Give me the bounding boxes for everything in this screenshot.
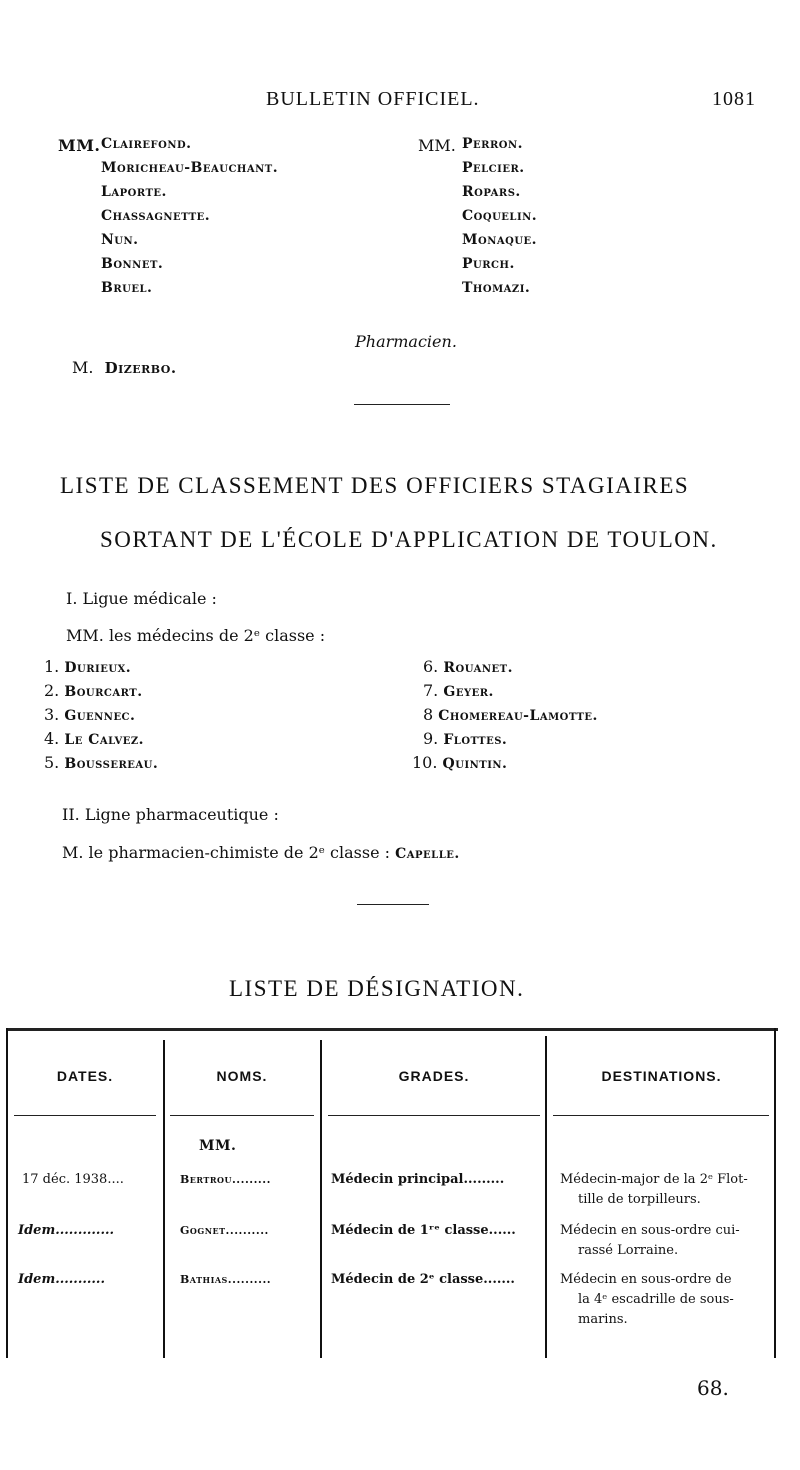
divider <box>357 904 429 905</box>
rank-name: Flottes. <box>443 732 508 748</box>
column-divider <box>545 1036 547 1358</box>
list-item: Purch. <box>462 256 515 272</box>
row-nom: Bathias.......... <box>180 1273 272 1286</box>
header-underline <box>170 1115 314 1116</box>
table-left-border <box>6 1028 8 1358</box>
list-item <box>423 657 513 676</box>
mm-prefix: MM. <box>418 136 456 155</box>
rank-num: 6. <box>423 657 439 676</box>
header-underline <box>328 1115 540 1116</box>
row-date: 17 déc. 1938.... <box>22 1172 124 1187</box>
row-date: Idem........... <box>18 1272 105 1287</box>
designation-title: LISTE DE DÉSIGNATION. <box>229 976 525 1001</box>
list-item: Perron. <box>462 136 523 152</box>
classement-title-line2: SORTANT DE L'ÉCOLE D'APPLICATION DE TOULON. <box>100 527 718 552</box>
mm-prefix: MM. <box>58 136 101 155</box>
mm-label: MM. <box>199 1138 237 1154</box>
row-grade: Médecin de 2ᵉ classe....... <box>331 1272 515 1287</box>
list-item: Thomazi. <box>462 280 531 296</box>
list-item <box>423 729 507 748</box>
list-item: Chassagnette. <box>101 208 211 224</box>
rank-num: 3. <box>44 705 60 724</box>
rank-name: Geyer. <box>443 684 494 700</box>
column-divider <box>320 1040 322 1358</box>
list-item: Laporte. <box>101 184 167 200</box>
pharmacien-entry <box>72 358 177 377</box>
pharmacien-heading: Pharmacien. <box>355 332 457 351</box>
running-title: BULLETIN OFFICIEL. <box>266 88 480 110</box>
row-date: Idem............. <box>18 1223 115 1238</box>
row-grade: Médecin principal......... <box>331 1172 505 1187</box>
row-nom: Gognet.......... <box>180 1224 269 1237</box>
dest-line: Médecin en sous-ordre cui- <box>560 1223 740 1238</box>
page-number: 1081 <box>712 88 756 110</box>
list-item: Ropars. <box>462 184 521 200</box>
list-item <box>44 705 135 724</box>
row-nom: Bertrou......... <box>180 1173 271 1186</box>
rank-name: Guennec. <box>64 708 136 724</box>
m-prefix: M. <box>72 358 94 377</box>
list-item <box>44 753 158 772</box>
rank-name: Bourcart. <box>64 684 143 700</box>
list-item: Bruel. <box>101 280 153 296</box>
rank-name: Boussereau. <box>64 756 159 772</box>
row-grade: Médecin de 1ʳᵉ classe...... <box>331 1223 516 1238</box>
row-destination <box>560 1221 770 1261</box>
rank-name: Durieux. <box>64 660 132 676</box>
list-item <box>44 657 131 676</box>
classement-title-line1: LISTE DE CLASSEMENT DES OFFICIERS STAGIAIRES <box>60 473 690 498</box>
rank-num: 7. <box>423 681 439 700</box>
dest-line: Médecin-major de la 2ᵉ Flot- <box>560 1172 748 1187</box>
list-item <box>423 681 494 700</box>
header-noms: NOMS. <box>216 1068 268 1084</box>
rank-name: Chomereau-Lamotte. <box>438 708 598 724</box>
list-item: Monaque. <box>462 232 538 248</box>
rank-num: 5. <box>44 753 60 772</box>
pharmacien-chimiste-name: Capelle. <box>395 846 460 862</box>
row-destination <box>560 1170 770 1210</box>
ligne-pharmaceutique: II. Ligne pharmaceutique : <box>62 805 279 824</box>
dest-line: rassé Lorraine. <box>578 1243 679 1258</box>
rank-name: Rouanet. <box>443 660 513 676</box>
rank-name: Quintin. <box>442 756 508 772</box>
header-underline <box>14 1115 156 1116</box>
pharmacien-chimiste-line <box>62 843 460 862</box>
divider <box>354 404 450 405</box>
header-dates: DATES. <box>56 1068 114 1084</box>
pharmacien-name: Dizerbo. <box>104 359 177 377</box>
rank-num: 1. <box>44 657 60 676</box>
medecins-line: MM. les médecins de 2ᵉ classe : <box>66 626 326 645</box>
pharmacien-chimiste-text: M. le pharmacien-chimiste de 2ᵉ classe : <box>62 843 391 862</box>
rank-num: 9. <box>423 729 439 748</box>
rank-num: 4. <box>44 729 60 748</box>
column-divider <box>163 1040 165 1358</box>
list-item: Nun. <box>101 232 139 248</box>
rank-num: 8 <box>423 705 434 724</box>
table-top-border <box>6 1028 778 1031</box>
rank-num: 2. <box>44 681 60 700</box>
rank-num: 10. <box>412 753 438 772</box>
list-item <box>423 705 598 724</box>
table-right-border <box>774 1028 776 1358</box>
list-item: Moricheau-Beauchant. <box>101 160 279 176</box>
dest-line: la 4ᵉ escadrille de sous- <box>578 1292 734 1307</box>
header-underline <box>553 1115 769 1116</box>
dest-line: Médecin en sous-ordre de <box>560 1272 732 1287</box>
header-grades: GRADES. <box>398 1068 470 1084</box>
ligne-medicale: I. Ligue médicale : <box>66 589 217 608</box>
header-destinations: DESTINATIONS. <box>601 1068 722 1084</box>
list-item: Pelcier. <box>462 160 525 176</box>
row-destination <box>560 1270 770 1330</box>
dest-line: marins. <box>578 1312 628 1327</box>
signature-marker: 68. <box>697 1376 729 1400</box>
list-item <box>44 729 144 748</box>
list-item <box>44 681 143 700</box>
list-item <box>412 753 507 772</box>
list-item: Coquelin. <box>462 208 538 224</box>
rank-name: Le Calvez. <box>64 732 144 748</box>
dest-line: tille de torpilleurs. <box>578 1192 701 1207</box>
list-item: Bonnet. <box>101 256 164 272</box>
list-item: Clairefond. <box>101 136 192 152</box>
